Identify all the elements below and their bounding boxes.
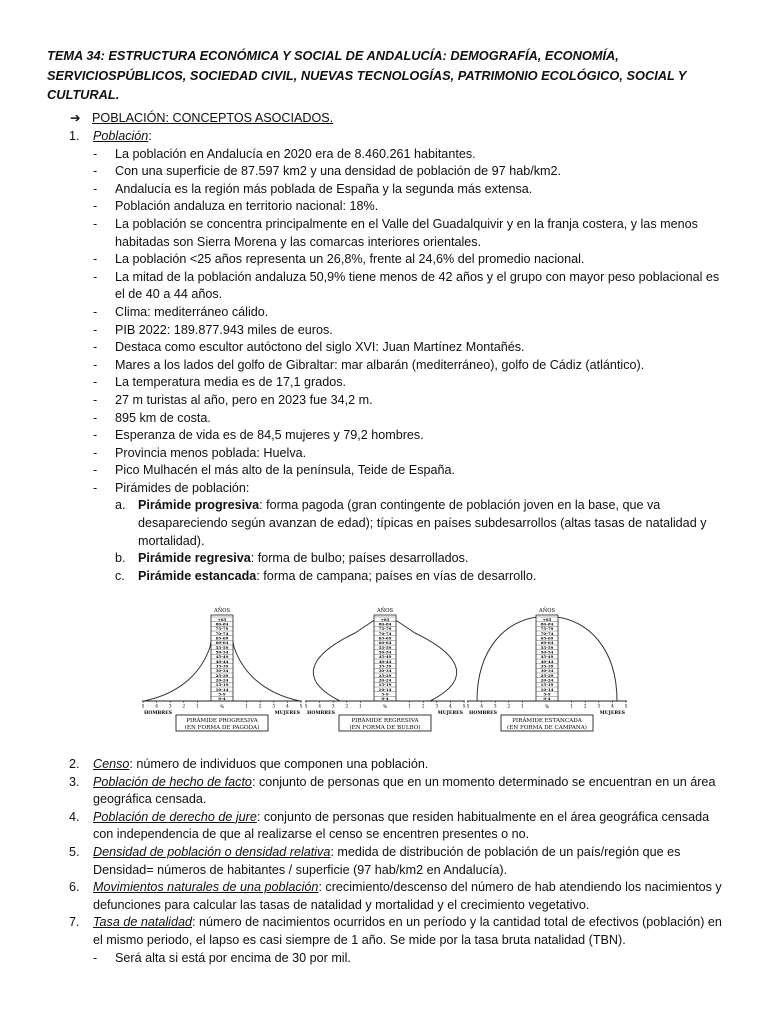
age-tick-label: 30-34 bbox=[215, 668, 229, 674]
dash-marker: - bbox=[93, 304, 98, 319]
item-number: 2. bbox=[69, 757, 80, 771]
x-tick-label: 3 bbox=[272, 704, 276, 710]
age-tick-label: 55-59 bbox=[215, 644, 229, 650]
caption-subtitle: (EN FORMA DE PAGODA) bbox=[184, 725, 260, 731]
item-number: 1. bbox=[69, 129, 80, 143]
x-tick-label: 1 bbox=[196, 704, 199, 710]
age-tick-label: 5-9 bbox=[218, 691, 226, 697]
x-tick-label: 3 bbox=[493, 704, 497, 710]
x-tick-label: 3 bbox=[435, 704, 439, 710]
list-item-poblacion bbox=[47, 128, 727, 585]
x-tick-label: 1 bbox=[570, 704, 573, 710]
bullet-text: 895 km de costa. bbox=[115, 410, 211, 425]
age-tick-label: 25-29 bbox=[378, 672, 392, 678]
item-number: 4. bbox=[69, 809, 80, 824]
bullet-item bbox=[93, 216, 727, 251]
bullet-item bbox=[93, 392, 727, 410]
letter-marker: c. bbox=[115, 568, 125, 583]
dash-marker: - bbox=[93, 216, 98, 231]
dash-marker: - bbox=[93, 375, 98, 390]
bullet-text: Andalucía es la región más poblada de España y la segunda más extensa. bbox=[115, 181, 533, 196]
sub-bullet-list bbox=[93, 950, 727, 968]
pyramid-type-name: Pirámide regresiva bbox=[138, 551, 251, 566]
item-text: : número de nacimientos ocurridos en un período y la cantidad total de efectivos (población) en el mismo periodo, el lapso es casi siempre de 1 año. Se mide por la tasa bruta natalidad (TBN). bbox=[93, 915, 722, 947]
x-tick-label: 3 bbox=[597, 704, 601, 710]
age-tick-label: 50-54 bbox=[378, 649, 392, 655]
bullet-text: Pico Mulhacén el más alto de la península, Teide de España. bbox=[115, 463, 456, 478]
age-tick-label: 35-39 bbox=[378, 663, 392, 669]
age-tick-label: 75-79 bbox=[378, 626, 392, 632]
age-tick-label: 40-44 bbox=[540, 658, 554, 664]
letter-marker: b. bbox=[115, 551, 126, 566]
age-tick-label: 70-74 bbox=[378, 630, 392, 636]
axis-label-hombres: HOMBRES bbox=[144, 711, 172, 716]
dash-marker: - bbox=[93, 269, 98, 284]
item-term: Movimientos naturales de una población bbox=[93, 880, 319, 895]
item-term: Población de derecho de jure bbox=[93, 809, 257, 824]
age-tick-label: 35-39 bbox=[540, 663, 554, 669]
x-tick-label: 2 bbox=[507, 704, 511, 710]
bullet-item bbox=[93, 304, 727, 322]
caption-subtitle: (EN FORMA DE BULBO) bbox=[349, 725, 421, 731]
pyramid-type-item bbox=[115, 497, 727, 550]
dash-marker: - bbox=[93, 199, 98, 214]
age-tick-label: 30-34 bbox=[378, 668, 392, 674]
x-tick-label: 4 bbox=[318, 704, 321, 710]
x-tick-label: 2 bbox=[182, 704, 186, 710]
age-tick-label: 65-69 bbox=[215, 635, 229, 641]
document-title: TEMA 34: ESTRUCTURA ECONÓMICA Y SOCIAL DE ANDALUCÍA: DEMOGRAFÍA, ECONOMÍA, SERVICIOSPÚBLICOS, SOCIEDAD CIVIL, NUEVAS TECNOLOGÍAS, PATRIMONIO ECOLÓGICO, SOCIAL Y CULTURAL. bbox=[47, 48, 687, 102]
letter-marker: a. bbox=[115, 498, 126, 513]
age-tick-label: 75-79 bbox=[540, 626, 554, 632]
dash-marker: - bbox=[93, 146, 98, 161]
x-tick-label: 1 bbox=[521, 704, 524, 710]
bullet-text: Pirámides de población: bbox=[115, 480, 250, 495]
bullet-text: La población <25 años representa un 26,8%, frente al 24,6% del promedio nacional. bbox=[115, 252, 585, 267]
age-tick-label: 70-74 bbox=[215, 630, 229, 636]
bullet-text: Población andaluza en territorio nacional: 18%. bbox=[115, 199, 379, 214]
age-tick-label: 45-49 bbox=[378, 654, 392, 660]
bullet-item bbox=[93, 269, 727, 304]
bullet-item bbox=[93, 146, 727, 164]
dash-marker: - bbox=[93, 392, 98, 407]
dash-marker: - bbox=[93, 322, 98, 337]
age-tick-label: 40-44 bbox=[215, 658, 229, 664]
x-tick-label: 1 bbox=[408, 704, 411, 710]
definition-item bbox=[47, 879, 727, 914]
bullet-item bbox=[93, 374, 727, 392]
age-tick-label: +85 bbox=[380, 616, 390, 622]
bullet-item bbox=[93, 950, 727, 968]
bullet-item bbox=[93, 339, 727, 357]
item-term: Densidad de población o densidad relativa bbox=[93, 844, 331, 859]
section-heading-text: POBLACIÓN: CONCEPTOS ASOCIADOS. bbox=[92, 111, 334, 125]
x-tick-label: 5 bbox=[624, 704, 628, 710]
bullet-list bbox=[93, 146, 727, 498]
x-tick-label: 5 bbox=[141, 704, 145, 710]
bullet-item bbox=[93, 198, 727, 216]
percent-label: % bbox=[544, 705, 550, 710]
item-number: 6. bbox=[69, 880, 80, 895]
pyramid-type-item bbox=[115, 550, 727, 568]
item-text: : conjunto de personas que en un momento determinado se encuentran en un área geográfica censada. bbox=[93, 774, 716, 807]
age-tick-label: 45-49 bbox=[215, 654, 229, 660]
age-tick-label: 25-29 bbox=[540, 672, 554, 678]
bullet-item bbox=[93, 427, 727, 445]
pyramid-type-desc: : forma de bulbo; países desarrollados. bbox=[250, 551, 469, 566]
age-tick-label: 20-24 bbox=[540, 677, 554, 683]
bullet-text: La población se concentra principalmente en el Valle del Guadalquivir y en la franja costera, y las menos habitadas son Sierra Morena y las comarcas interiores orientales. bbox=[115, 216, 698, 249]
bullet-text: Mares a los lados del golfo de Gibraltar: mar albarán (mediterráneo), golfo de Cádiz (atlántico). bbox=[115, 357, 645, 372]
x-tick-label: 1 bbox=[359, 704, 362, 710]
age-label: AÑOS bbox=[213, 608, 231, 614]
definition-item bbox=[47, 774, 727, 809]
item-term: Censo bbox=[93, 757, 130, 771]
bullet-text: Esperanza de vida es de 84,5 mujeres y 79,2 hombres. bbox=[115, 428, 424, 443]
age-tick-label: 20-24 bbox=[215, 677, 229, 683]
arrow-icon: ➔ bbox=[70, 111, 81, 125]
axis-label-hombres: HOMBRES bbox=[307, 711, 335, 716]
age-tick-label: 20-24 bbox=[378, 677, 392, 683]
item-text: : conjunto de personas que residen habitualmente en el área geográfica censada con independencia de que al realizarse el censo se encentren presentes o no. bbox=[93, 809, 710, 842]
bullet-text: Clima: mediterráneo cálido. bbox=[115, 304, 269, 319]
definition-item bbox=[47, 844, 727, 879]
population-pyramids-figure bbox=[140, 603, 630, 735]
pyramid-type-list bbox=[115, 497, 727, 585]
bullet-text: La temperatura media es de 17,1 grados. bbox=[115, 375, 347, 390]
x-tick-label: 4 bbox=[480, 704, 483, 710]
age-label: AÑOS bbox=[376, 608, 394, 614]
pyramid-type-name: Pirámide progresiva bbox=[138, 498, 260, 513]
age-tick-label: +85 bbox=[217, 616, 227, 622]
x-tick-label: 5 bbox=[462, 704, 466, 710]
age-tick-label: 40-44 bbox=[378, 658, 392, 664]
bullet-item bbox=[93, 462, 727, 480]
x-tick-label: 2 bbox=[421, 704, 425, 710]
age-tick-label: 10-14 bbox=[215, 686, 229, 692]
pyramid-type-item bbox=[115, 568, 727, 586]
bullet-item bbox=[93, 480, 727, 498]
item-text: : medida de distribución de población de un país/región que es Densidad= números de habitantes / superficie (97 hab/km2 en Andalucía). bbox=[93, 844, 681, 877]
pyramid-type-desc: : forma de campana; países en vías de desarrollo. bbox=[256, 568, 537, 583]
dash-marker: - bbox=[93, 357, 98, 372]
definition-item bbox=[47, 809, 727, 844]
x-tick-label: 4 bbox=[449, 704, 452, 710]
definition-item bbox=[47, 756, 727, 774]
age-tick-label: 80-84 bbox=[540, 621, 554, 627]
item-number: 7. bbox=[69, 915, 80, 930]
item-colon: : bbox=[148, 129, 152, 143]
age-tick-label: 25-29 bbox=[215, 672, 229, 678]
x-tick-label: 2 bbox=[345, 704, 349, 710]
age-tick-label: 60-64 bbox=[540, 640, 554, 646]
item-number: 5. bbox=[69, 844, 80, 859]
bullet-item bbox=[93, 163, 727, 181]
bullet-text: Provincia menos poblada: Huelva. bbox=[115, 445, 307, 460]
age-tick-label: 0-4 bbox=[218, 696, 226, 702]
bullet-item bbox=[93, 445, 727, 463]
definition-list bbox=[47, 756, 727, 967]
age-tick-label: 50-54 bbox=[540, 649, 554, 655]
age-tick-label: 15-19 bbox=[215, 682, 229, 688]
axis-label-mujeres: MUJERES bbox=[274, 711, 300, 716]
bullet-text: PIB 2022: 189.877.943 miles de euros. bbox=[115, 322, 333, 337]
age-tick-label: 80-84 bbox=[378, 621, 392, 627]
bullet-text: Será alta si está por encima de 30 por mil. bbox=[115, 950, 351, 965]
age-tick-label: 60-64 bbox=[378, 640, 392, 646]
age-tick-label: 15-19 bbox=[540, 682, 554, 688]
age-tick-label: 5-9 bbox=[543, 691, 551, 697]
bullet-text: 27 m turistas al año, pero en 2023 fue 34,2 m. bbox=[115, 392, 373, 407]
item-term: Población bbox=[93, 129, 149, 143]
bullet-text: La mitad de la población andaluza 50,9% tiene menos de 42 años y el grupo con mayor peso poblacional es el de 40 a 44 años. bbox=[115, 269, 720, 302]
caption-title: PIRÁMIDE ESTANCADA bbox=[512, 718, 582, 724]
concept-list bbox=[47, 128, 727, 585]
caption-title: PIRÁMIDE REGRESIVA bbox=[351, 718, 419, 724]
age-tick-label: 50-54 bbox=[215, 649, 229, 655]
dash-marker: - bbox=[93, 340, 98, 355]
dash-marker: - bbox=[93, 445, 98, 460]
axis-label-mujeres: MUJERES bbox=[437, 711, 463, 716]
axis-label-mujeres: MUJERES bbox=[599, 711, 625, 716]
bullet-item bbox=[93, 357, 727, 375]
age-tick-label: 45-49 bbox=[540, 654, 554, 660]
bullet-text: Con una superficie de 87.597 km2 y una densidad de población de 97 hab/km2. bbox=[115, 164, 561, 179]
age-tick-label: 0-4 bbox=[381, 696, 389, 702]
bullet-item bbox=[93, 410, 727, 428]
dash-marker: - bbox=[93, 181, 98, 196]
x-tick-label: 2 bbox=[583, 704, 587, 710]
percent-label: % bbox=[219, 705, 225, 710]
age-tick-label: 60-64 bbox=[215, 640, 229, 646]
x-tick-label: 4 bbox=[611, 704, 614, 710]
x-tick-label: 5 bbox=[299, 704, 303, 710]
item-term: Población de hecho de facto bbox=[93, 774, 252, 789]
percent-label: % bbox=[382, 705, 388, 710]
pyramid-type-name: Pirámide estancada bbox=[138, 568, 257, 583]
bullet-item bbox=[93, 322, 727, 340]
age-tick-label: 10-14 bbox=[540, 686, 554, 692]
pyramid-type-desc: : forma pagoda (gran contingente de población joven en la base, que va desapareciendo según avanzan de edad); típicas en países subdesarrollos (altas tasas de natalidad y mortalidad). bbox=[138, 498, 707, 548]
dash-marker: - bbox=[93, 950, 98, 965]
age-tick-label: 35-39 bbox=[215, 663, 229, 669]
age-tick-label: +85 bbox=[542, 616, 552, 622]
x-tick-label: 3 bbox=[168, 704, 172, 710]
age-tick-label: 15-19 bbox=[378, 682, 392, 688]
x-tick-label: 3 bbox=[331, 704, 335, 710]
bullet-item bbox=[93, 251, 727, 269]
dash-marker: - bbox=[93, 428, 98, 443]
definition-item bbox=[47, 914, 727, 967]
age-tick-label: 65-69 bbox=[540, 635, 554, 641]
item-text: : crecimiento/descenso del número de hab atendiendo los nacimientos y defunciones para calcular las tasas de natalidad y mortalidad y el crecimiento vegetativo. bbox=[93, 880, 722, 912]
bullet-text: Destaca como escultor autóctono del siglo XVI: Juan Martínez Montañés. bbox=[115, 340, 525, 355]
x-tick-label: 1 bbox=[245, 704, 248, 710]
item-term: Tasa de natalidad bbox=[93, 915, 192, 930]
item-number: 3. bbox=[69, 774, 80, 789]
age-label: AÑOS bbox=[538, 608, 556, 614]
item-text: : número de individuos que componen una población. bbox=[129, 757, 429, 771]
x-tick-label: 5 bbox=[304, 704, 308, 710]
age-tick-label: 75-79 bbox=[215, 626, 229, 632]
dash-marker: - bbox=[93, 480, 98, 495]
age-tick-label: 80-84 bbox=[215, 621, 229, 627]
section-heading bbox=[70, 110, 730, 128]
bullet-item bbox=[93, 181, 727, 199]
age-tick-label: 55-59 bbox=[378, 644, 392, 650]
dash-marker: - bbox=[93, 164, 98, 179]
bullet-text: La población en Andalucía en 2020 era de 8.460.261 habitantes. bbox=[115, 146, 476, 161]
caption-title: PIRÁMIDE PROGRESIVA bbox=[186, 718, 258, 724]
age-tick-label: 70-74 bbox=[540, 630, 554, 636]
age-tick-label: 65-69 bbox=[378, 635, 392, 641]
x-tick-label: 5 bbox=[466, 704, 470, 710]
dash-marker: - bbox=[93, 410, 98, 425]
x-tick-label: 4 bbox=[155, 704, 158, 710]
age-tick-label: 55-59 bbox=[540, 644, 554, 650]
dash-marker: - bbox=[93, 252, 98, 267]
dash-marker: - bbox=[93, 463, 98, 478]
age-tick-label: 30-34 bbox=[540, 668, 554, 674]
x-tick-label: 4 bbox=[286, 704, 289, 710]
axis-label-hombres: HOMBRES bbox=[469, 711, 497, 716]
age-tick-label: 5-9 bbox=[381, 691, 389, 697]
age-tick-label: 10-14 bbox=[378, 686, 392, 692]
caption-subtitle: (EN FORMA DE CAMPANA) bbox=[507, 725, 587, 731]
x-tick-label: 2 bbox=[258, 704, 262, 710]
age-tick-label: 0-4 bbox=[543, 696, 551, 702]
